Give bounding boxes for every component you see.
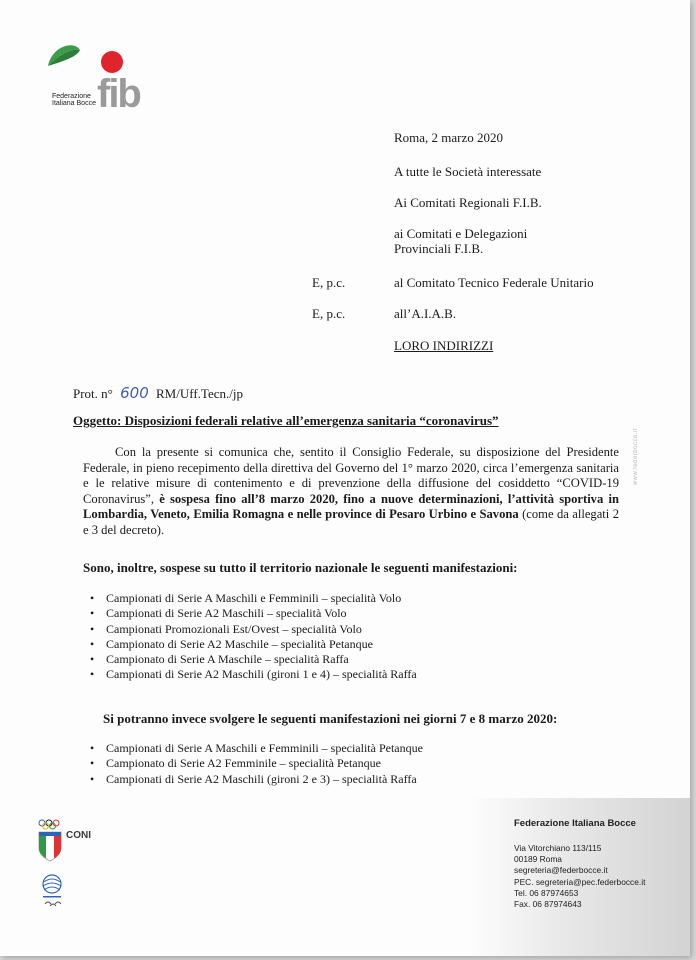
protocol-prefix: Prot. n° xyxy=(73,386,113,401)
recipient-regional-committees: Ai Comitati Regionali F.I.B. xyxy=(394,195,542,210)
coni-logo-icon xyxy=(36,818,64,862)
list-item: • Campionati di Serie A2 Maschili – specialità Volo xyxy=(90,606,417,621)
recipient-provincial-committees: ai Comitati e Delegazioni Provinciali F.I.B. xyxy=(394,226,528,256)
protocol-number: 600 xyxy=(120,384,149,402)
list-item: • Campionati di Serie A Maschili e Femminili – specialità Petanque xyxy=(90,741,423,756)
coni-label: CONI xyxy=(66,830,91,841)
subject-line: Oggetto: Disposizioni federali relative all’emergenza sanitaria “coronavirus” xyxy=(73,413,499,428)
list-item: • Campionati Promozionali Est/Ovest – specialità Volo xyxy=(90,622,417,637)
logo-red-ball xyxy=(101,51,123,73)
allowed-list xyxy=(90,741,423,787)
footer-org-name: Federazione Italiana Bocce xyxy=(514,818,636,829)
cc-recipient-1: al Comitato Tecnico Federale Unitario xyxy=(394,275,594,290)
logo-org-name: Federazione Italiana Bocce xyxy=(52,93,96,107)
cc-label-1: E, p.c. xyxy=(312,275,346,290)
footer-phone: Tel. 06 87974653 xyxy=(514,887,579,898)
list-item: • Campionato di Serie A2 Femminile – specialità Petanque xyxy=(90,756,423,771)
footer-pec: PEC. segreteria@pec.federbocce.it xyxy=(514,876,646,887)
suspended-list xyxy=(90,591,417,683)
allowed-heading: Si potranno invece svolgere le seguenti manifestazioni nei giorni 7 e 8 marzo 2020: xyxy=(103,711,558,726)
body-paragraph: Con la presente si comunica che, sentito il Consiglio Federale, su disposizione del Presidente Federale, in pieno recepimento della direttiva del Governo del 1° marzo 2020, circa l’emergenza sanitaria e le relative misure di contenimento e di prevenzione della diffusione del cosiddetto “COVID-19 Coronavirus”, è sospesa fino all’8 marzo 2020, fino a nuove determinazioni, l’attività sportiva in Lombardia, Veneto, Emilia Romagna e nelle province di Pesaro Urbino e Savona (come da allegati 2 e 3 del decreto). xyxy=(83,445,619,537)
logo-acronym: fib xyxy=(97,72,140,116)
list-item: • Campionati di Serie A2 Maschili (gironi 1 e 4) – specialità Raffa xyxy=(90,667,417,682)
footer-fax: Fax. 06 87974643 xyxy=(514,899,582,910)
loro-indirizzi: LORO INDIRIZZI xyxy=(394,338,494,353)
list-item: • Campionato di Serie A Maschile – specialità Raffa xyxy=(90,652,417,667)
footer-contact-lines xyxy=(514,843,645,910)
recipient-societies: A tutte le Società interessate xyxy=(394,164,542,179)
footer-email: segreteria@federbocce.it xyxy=(514,865,608,876)
list-item: • Campionati di Serie A Maschili e Femminili – specialità Volo xyxy=(90,591,417,606)
list-item: • Campionato di Serie A2 Maschile – specialità Petanque xyxy=(90,637,417,652)
protocol-suffix: RM/Uff.Tecn./jp xyxy=(156,386,243,401)
place-date: Roma, 2 marzo 2020 xyxy=(394,130,504,145)
footer-city: 00189 Roma xyxy=(514,854,562,865)
cc-recipient-2: all’A.I.A.B. xyxy=(394,306,457,321)
website-watermark: www.federbocce.it xyxy=(633,428,639,486)
footer-address: Via Vitorchiano 113/115 xyxy=(514,843,602,853)
suspended-heading: Sono, inoltre, sospese su tutto il territorio nazionale le seguenti manifestazioni: xyxy=(83,560,518,575)
cc-label-2: E, p.c. xyxy=(312,306,346,321)
protocol-line xyxy=(73,384,243,402)
paralympic-logo-icon xyxy=(38,872,66,912)
list-item: • Campionati di Serie A2 Maschili (gironi 2 e 3) – specialità Raffa xyxy=(90,772,423,787)
